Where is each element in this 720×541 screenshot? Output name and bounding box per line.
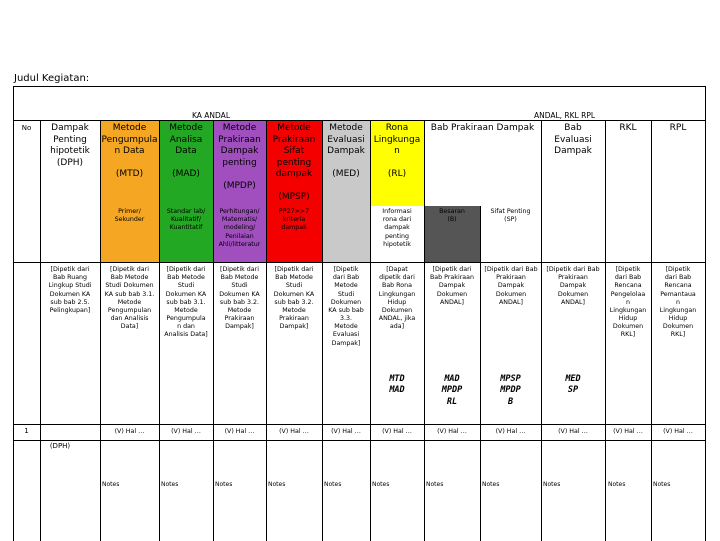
note-rkl: Notes bbox=[608, 481, 626, 488]
med-column-header: Metode Evaluasi Dampak (MED) bbox=[327, 123, 365, 180]
row-cell-mad: (V) Hal … bbox=[171, 428, 201, 435]
note-mpsp: Notes bbox=[268, 481, 286, 488]
besaran-source: [Dipetik dari Bab Prakiraan Dampak Dokumen ANDAL] bbox=[429, 266, 474, 306]
note-rpl: Notes bbox=[653, 481, 671, 488]
sifat-penting-subheader: Sifat Penting (SP) bbox=[490, 208, 531, 224]
rl-code-reference: MTD MAD bbox=[389, 374, 405, 396]
row-dph-label: (DPH) bbox=[49, 442, 71, 450]
rl-subheader: Informasi rona dari dampak penting hipotetik bbox=[382, 208, 412, 248]
bed-code-reference: MED SP bbox=[565, 374, 581, 396]
sifat-penting-code-reference: MPSP MPDP B bbox=[500, 374, 521, 407]
note-mtd: Notes bbox=[102, 481, 120, 488]
no-column-header: No bbox=[21, 124, 32, 132]
row-cell-mpsp: (V) Hal … bbox=[279, 428, 309, 435]
note-mpdp: Notes bbox=[215, 481, 233, 488]
rkl-column-header: RKL bbox=[619, 123, 637, 133]
bpd-column-header: Bab Prakiraan Dampak bbox=[430, 123, 535, 133]
mpsp-source: [Dipetik dari Bab Metode Studi Dokumen KA sub bab 3.2. Metode Prakiraan Dampak] bbox=[273, 266, 315, 331]
mtd-source: [Dipetik dari Bab Metode Studi Dokumen KA sub bab 3.1. Metode Pengumpulan dan Analisis Data] bbox=[104, 266, 155, 331]
note-bed: Notes bbox=[543, 481, 561, 488]
sifat-penting-source: [Dipetik dari Bab Prakiraan Dampak Dokumen ANDAL] bbox=[484, 266, 538, 306]
rl-column-header: Rona Lingkunga n (RL) bbox=[373, 123, 421, 180]
med-source: [Dipetik dari Bab Metode Studi Dokumen KA sub bab 3.3. Metode Evaluasi Dampak] bbox=[328, 266, 364, 347]
andal-rkl-rpl-group-header: ANDAL, RKL RPL bbox=[533, 111, 596, 120]
row-cell-bed: (V) Hal … bbox=[558, 428, 588, 435]
bed-source: [Dipetik dari Bab Prakiraan Dampak Dokumen ANDAL] bbox=[546, 266, 600, 306]
mpdp-subheader: Perhitungan/ Matematis/ modeling/ Penilaian Ahli/litteratur bbox=[218, 208, 261, 248]
besaran-code-reference: MAD MPDP RL bbox=[441, 374, 463, 407]
row-cell-rl: (V) Hal … bbox=[382, 428, 412, 435]
row-cell-rpl: (V) Hal … bbox=[663, 428, 693, 435]
mtd-subheader: Primer/ Sekunder bbox=[114, 208, 145, 224]
dph-source: [Dipetik dari Bab Ruang Lingkup Studi Dokumen KA sub bab 2.5. Pelingkupan] bbox=[48, 266, 92, 314]
mad-column-header: Metode Analisa Data (MAD) bbox=[169, 123, 203, 180]
row-cell-mtd: (V) Hal … bbox=[114, 428, 145, 435]
row-cell-besaran: (V) Hal … bbox=[437, 428, 467, 435]
row-cell-med: (V) Hal … bbox=[331, 428, 361, 435]
dph-column-header: Dampak Penting hipotetik (DPH) bbox=[50, 123, 90, 168]
rpl-column-header: RPL bbox=[669, 123, 687, 133]
rpl-source: [Dipetik dari Bab Rencana Pemantaua n Lingkungan Hidup Dokumen RKL] bbox=[659, 266, 697, 339]
note-sifat-penting: Notes bbox=[482, 481, 500, 488]
mad-source: [Dipetik dari Bab Metode Studi Dokumen KA sub bab 3.1. Metode Pengumpula n dan Analisis Data] bbox=[164, 266, 208, 339]
mad-subheader: Standar lab/ Kualitatif/ Kuantitatif bbox=[166, 208, 206, 232]
mpsp-subheader: PP27>>7 kriteria dampak bbox=[278, 208, 310, 232]
mtd-column-header: Metode Pengumpula n Data (MTD) bbox=[101, 123, 158, 180]
ka-andal-group-header: KA ANDAL bbox=[192, 111, 230, 120]
row-cell-rkl: (V) Hal … bbox=[613, 428, 643, 435]
besaran-subheader: Besaran (B) bbox=[439, 208, 465, 224]
note-med: Notes bbox=[324, 481, 342, 488]
row-cell-sifat-penting: (V) Hal … bbox=[495, 428, 526, 435]
note-mad: Notes bbox=[161, 481, 179, 488]
note-rl: Notes bbox=[372, 481, 390, 488]
mpdp-column-header: Metode Prakiraan Dampak penting (MPDP) bbox=[218, 123, 261, 191]
mpdp-source: [Dipetik dari Bab Metode Studi Dokumen KA sub bab 3.2. Metode Prakiraan Dampak] bbox=[219, 266, 260, 331]
page-title: Judul Kegiatan: bbox=[14, 73, 90, 84]
note-besaran: Notes bbox=[426, 481, 444, 488]
mpsp-column-header: Metode Prakiraan Sifat penting dampak (MPSP) bbox=[272, 123, 316, 203]
rl-source: [Dapat dipetik dari Bab Rona Lingkungan Hidup Dokumen ANDAL, jika ada] bbox=[378, 266, 416, 331]
row-number: 1 bbox=[24, 427, 29, 435]
rkl-source: [Dipetik dari Bab Rencana Pengelolaa n Lingkungan Hidup Dokumen RKL] bbox=[609, 266, 647, 339]
row-cell-mpdp: (V) Hal … bbox=[224, 428, 255, 435]
bed-column-header: Bab Evaluasi Dampak bbox=[554, 123, 592, 157]
